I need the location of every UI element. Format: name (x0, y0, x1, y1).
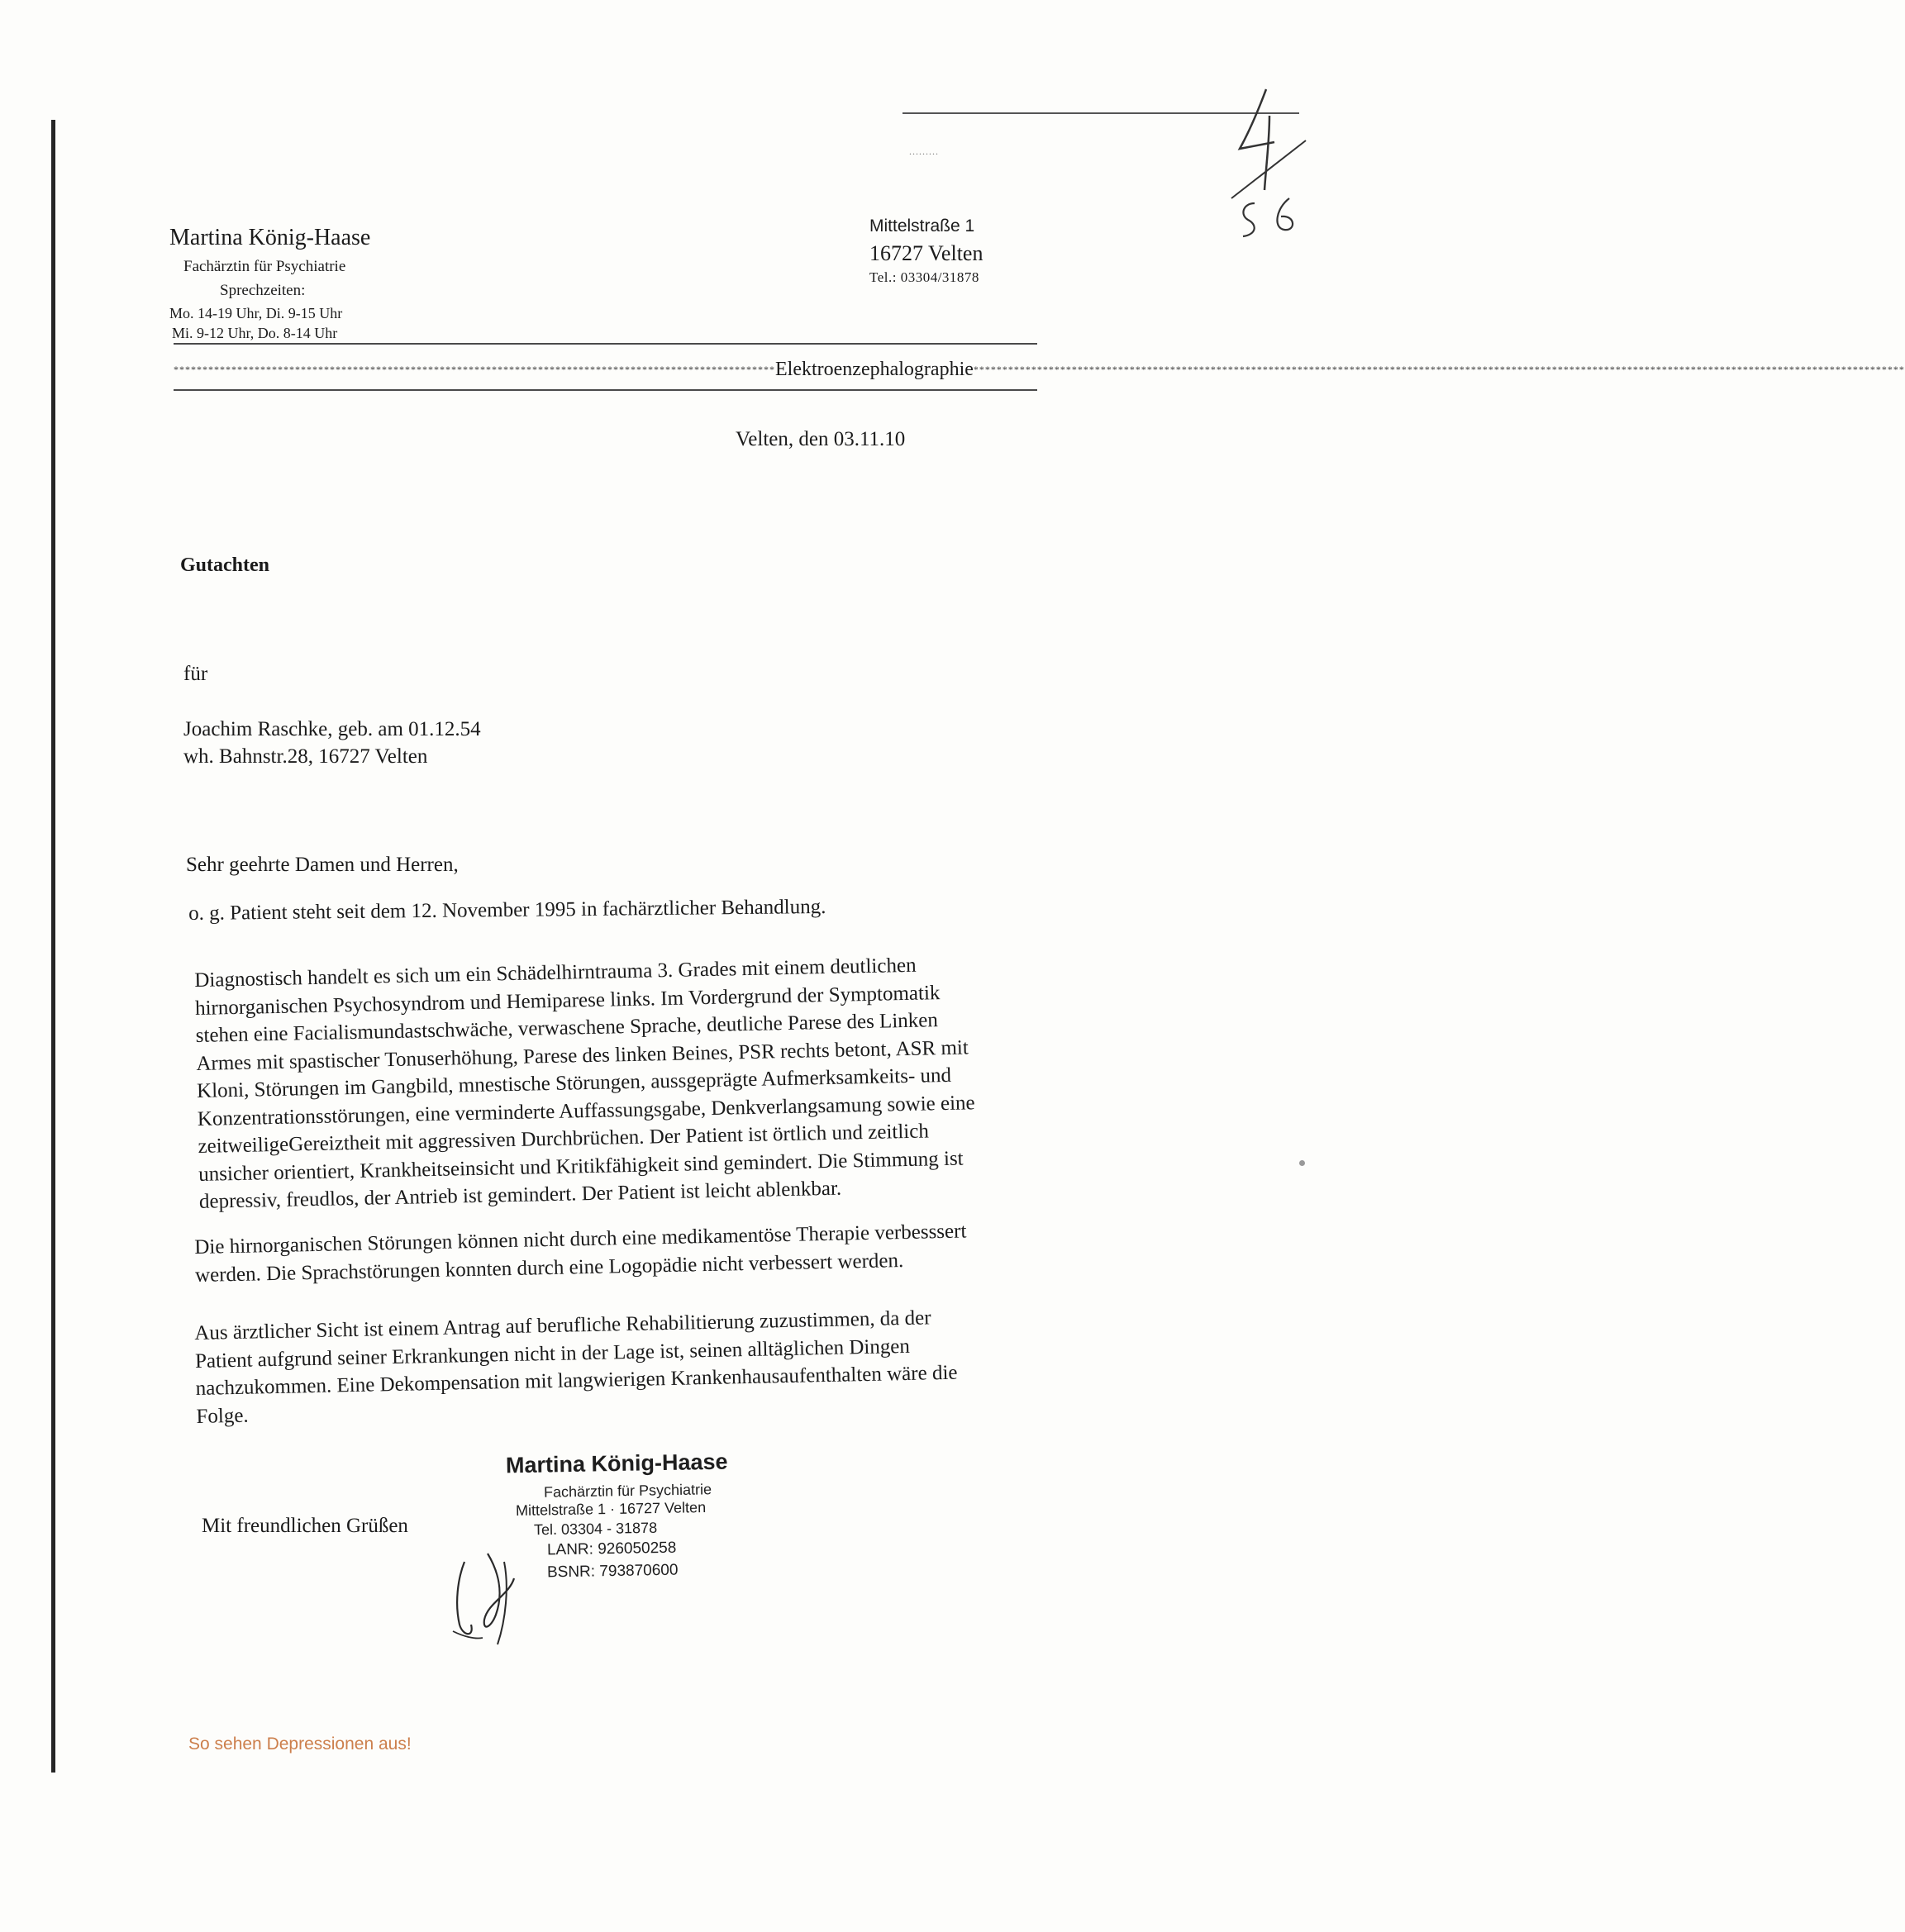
patient-address: wh. Bahnstr.28, 16727 Velten (183, 745, 428, 768)
paragraph-line: Armes mit spastischer Tonuserhöhung, Parese des linken Beines, PSR rechts betont, ASR mit (196, 1035, 969, 1075)
paragraph-therapy (194, 1215, 1088, 1289)
stamp-bsnr: BSNR: 793870600 (546, 1561, 679, 1582)
document-title: Gutachten (180, 554, 269, 576)
letterhead-city: 16727 Velten (869, 241, 983, 265)
paragraph-line: Patient aufgrund seiner Erkrankungen nicht in der Lage ist, seinen alltäglichen Dingen (194, 1335, 911, 1373)
for-label: für (183, 663, 208, 685)
stamp-address: Mittelstraße 1 · 16727 Velten (515, 1498, 707, 1520)
paragraph-recommendation (194, 1301, 1089, 1430)
stamp-lanr: LANR: 926050258 (546, 1539, 677, 1559)
banner-stars-right: ***************************************************************************************************************************************************************** (973, 363, 1905, 375)
paragraph-line: nachzukommen. Eine Dekompensation mit langwierigen Krankenhausaufenthalten wäre die (195, 1361, 958, 1400)
handwritten-corner-mark (1215, 83, 1339, 240)
stamp-phone: Tel. 03304 - 31878 (533, 1519, 658, 1539)
paragraph-line: Kloni, Störungen im Gangbild, mnestische Störungen, aussgeprägte Aufmerksamkeits- und (196, 1064, 952, 1102)
paragraph-line: Konzentrationsstörungen, eine verminderte Auffassungsgabe, Denkverlangsamung sowie eine (197, 1091, 975, 1130)
office-hours-line-1: Mo. 14-19 Uhr, Di. 9-15 Uhr (169, 305, 343, 321)
paragraph-line: zeitweiligeGereiztheit mit aggressiven Durchbrüchen. Der Patient ist örtlich und zeitlich (198, 1120, 930, 1158)
footer-caption: So sehen Depressionen aus! (188, 1735, 412, 1754)
stamp-specialty: Fachärztin für Psychiatrie (543, 1481, 712, 1501)
office-hours-label: Sprechzeiten: (220, 282, 306, 299)
paragraph-diagnosis (194, 948, 1092, 1216)
paragraph-line: hirnorganischen Psychosyndrom und Hemiparese links. Im Vordergrund der Symptomatik (194, 981, 941, 1020)
letterhead-specialty: Fachärztin für Psychiatrie (183, 258, 346, 275)
paragraph-line: Aus ärztlicher Sicht ist einem Antrag auf berufliche Rehabilitierung zuzustimmen, da der (194, 1306, 931, 1344)
handwritten-signature (446, 1545, 570, 1653)
banner-stars-left: ******************************************************************************************************** (174, 363, 775, 375)
letterhead-rule-top (174, 343, 1037, 345)
patient-name-line: Joachim Raschke, geb. am 01.12.54 (183, 718, 481, 740)
paragraph-line: unsicher orientiert, Krankheitseinsicht und Kritikfähigkeit sind gemindert. Die Stimmung ist (198, 1147, 964, 1186)
banner-label: Elektroenzephalographie (775, 358, 974, 380)
scan-edge-line (51, 120, 55, 1773)
stamp-name: Martina König-Haase (505, 1449, 728, 1478)
salutation: Sehr geehrte Damen und Herren, (186, 854, 459, 876)
letterhead-phone: Tel.: 03304/31878 (869, 269, 979, 285)
letterhead-banner (174, 355, 1905, 383)
paragraph-line: werden. Die Sprachstörungen konnten durch eine Logopädie nicht verbessert werden. (194, 1249, 904, 1287)
closing-greeting: Mit freundlichen Grüßen (202, 1515, 408, 1537)
paragraph-line: depressiv, freudlos, der Antrieb ist gemindert. Der Patient ist leicht ablenkbar. (198, 1177, 842, 1213)
letterhead-street: Mittelstraße 1 (869, 217, 975, 236)
intro-sentence: o. g. Patient steht seit dem 12. November 1995 in fachärztlicher Behandlung. (188, 895, 826, 925)
paragraph-line: Folge. (196, 1404, 249, 1428)
paragraph-line: stehen eine Facialismundastschwäche, verwaschene Sprache, deutliche Parese des Linken (195, 1009, 939, 1047)
scan-speck (1299, 1160, 1305, 1166)
paragraph-line: Diagnostisch handelt es sich um ein Schädelhirntrauma 3. Grades mit einem deutlichen (194, 954, 917, 992)
top-right-scan-dots: ......... (909, 145, 939, 157)
letterhead-rule-bottom (174, 389, 1037, 391)
place-date: Velten, den 03.11.10 (736, 428, 906, 450)
letterhead-doctor-name: Martina König-Haase (169, 225, 371, 250)
paragraph-line: Die hirnorganischen Störungen können nicht durch eine medikamentöse Therapie verbesssert (194, 1220, 967, 1259)
office-hours-line-2: Mi. 9-12 Uhr, Do. 8-14 Uhr (172, 325, 338, 341)
